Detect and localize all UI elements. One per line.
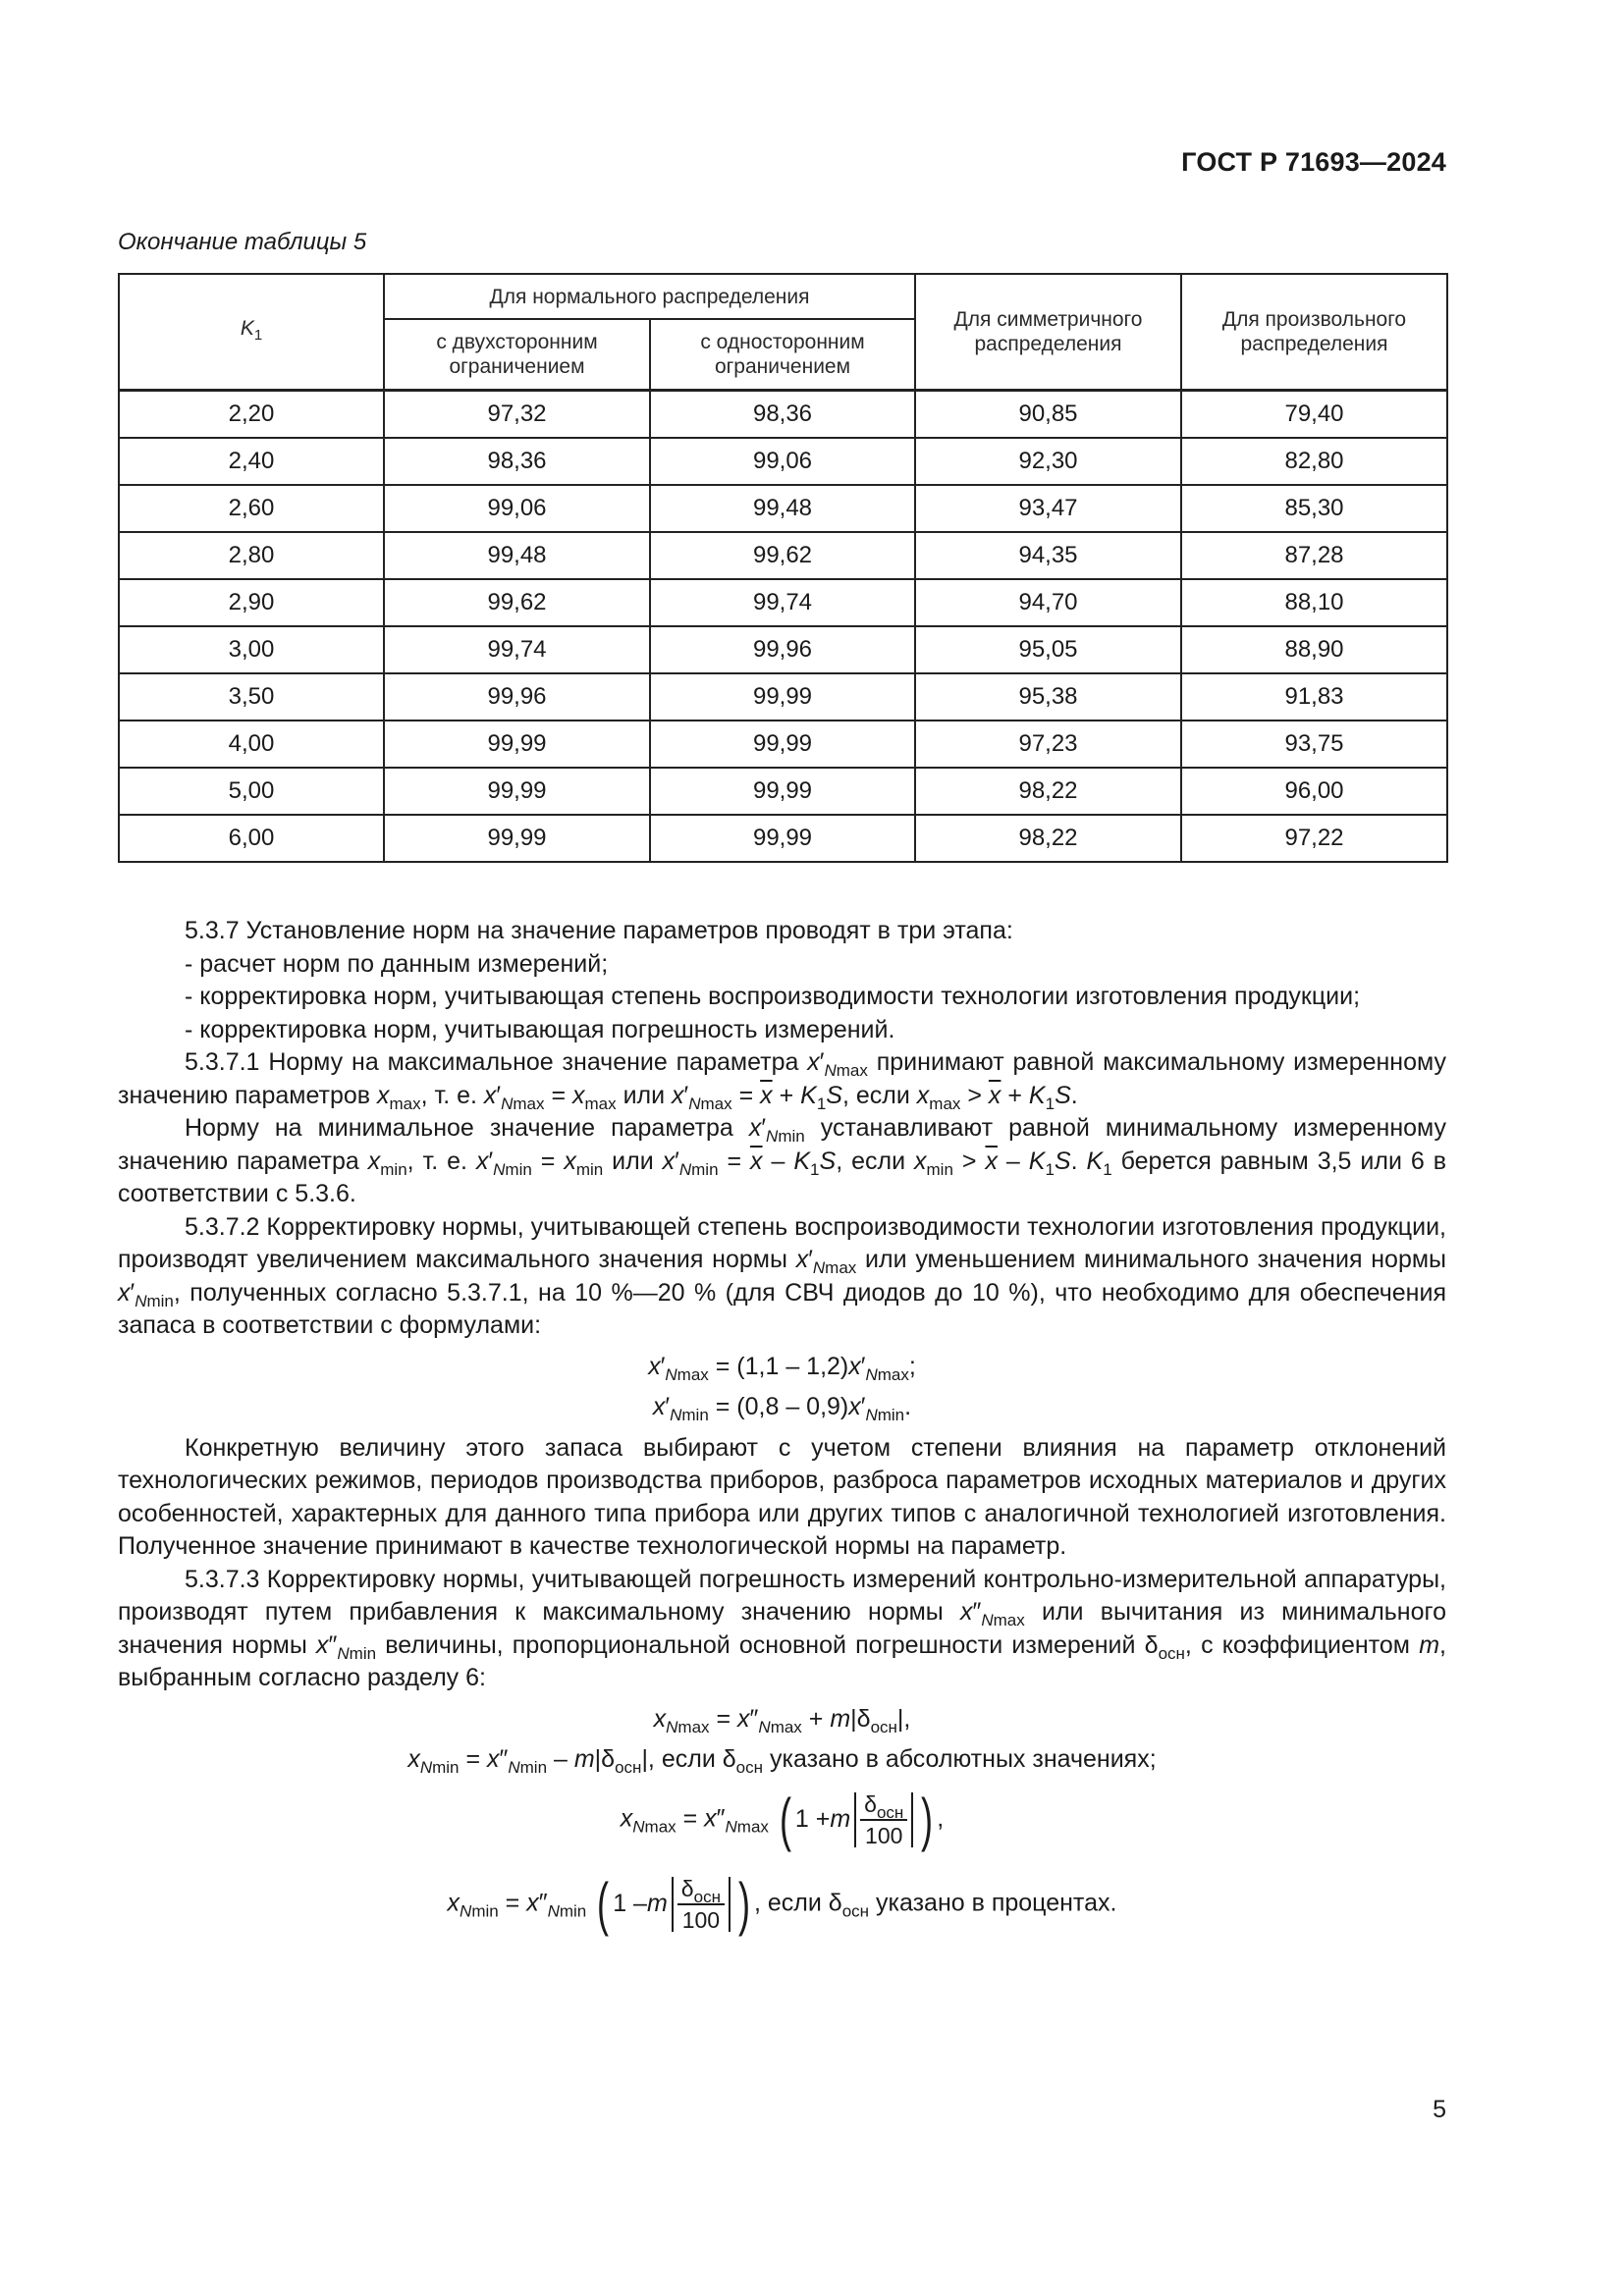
k1-cell: 2,90 [119, 579, 384, 626]
header-normal-distribution: Для нормального распределения [384, 274, 915, 319]
value-cell: 99,99 [384, 768, 650, 815]
header-k1: $K_1$ [119, 274, 384, 391]
header-arbitrary: Для произвольного распределения [1181, 274, 1447, 391]
table-body [119, 391, 1447, 863]
value-cell: 99,96 [650, 626, 915, 673]
formula-max-margin: $x'_{Nmax} = (1,1 - 1,2)x'_{Nmax}$; [648, 1352, 916, 1384]
k1-cell: 4,00 [119, 721, 384, 768]
value-cell: 88,90 [1181, 626, 1447, 673]
table-caption: Окончание таблицы 5 [118, 229, 367, 255]
table-row [119, 768, 1447, 815]
value-cell: 99,99 [384, 721, 650, 768]
value-cell: 97,22 [1181, 815, 1447, 862]
para-5-3-7: 5.3.7 Установление норм на значение параметров проводят в три этапа: [185, 917, 1013, 944]
value-cell: 99,96 [384, 673, 650, 721]
formula-min-margin: $x'_{Nmin} = (0,8 - 0,9)x'_{Nmin}$. [652, 1393, 912, 1424]
table-row [119, 391, 1447, 439]
value-cell: 99,99 [650, 673, 915, 721]
value-cell: 99,74 [650, 579, 915, 626]
value-cell: 93,47 [915, 485, 1181, 532]
value-cell: 82,80 [1181, 438, 1447, 485]
list-item: - корректировка норм, учитывающая степень воспроизводимости технологии изготовления продукции; [185, 983, 1361, 1010]
formula-abs-min: $x_{Nmin} = x''_{Nmin} - m|\delta_{осн}|$, если $\delta_{осн}$ указано в абсолютных значениях; [407, 1745, 1157, 1777]
value-cell: 90,85 [915, 391, 1181, 439]
value-cell: 98,22 [915, 768, 1181, 815]
value-cell: 96,00 [1181, 768, 1447, 815]
value-cell: 91,83 [1181, 673, 1447, 721]
value-cell: 99,06 [650, 438, 915, 485]
header-symmetric: Для симметричного распределения [915, 274, 1181, 391]
standard-header: ГОСТ Р 71693—2024 [1181, 147, 1446, 177]
table-row [119, 673, 1447, 721]
value-cell: 99,99 [650, 768, 915, 815]
value-cell: 98,22 [915, 815, 1181, 862]
list-item: - расчет норм по данным измерений; [185, 949, 609, 978]
section-5-3-7 [118, 915, 1446, 1942]
value-cell: 88,10 [1181, 579, 1447, 626]
value-cell: 94,70 [915, 579, 1181, 626]
page-number: 5 [1433, 2096, 1446, 2123]
value-cell: 99,62 [650, 532, 915, 579]
value-cell: 85,30 [1181, 485, 1447, 532]
para-min-norm: Норму на минимальное значение параметра $x'_{Nmin}$ устанавливают равной минимальному измеренному значению параметра $x_{min}$, т. е. $x'_{Nmin} = x_{min}$ или $x'_{Nmin} = \overline{x} - K_1S$, если $x_{min} > \overline{x} - K_1S$. $K_1$ берется равным 3,5 или 6 в соответствии с 5.3.6. [118, 1114, 1447, 1207]
k1-cell: 2,40 [119, 438, 384, 485]
k1-cell: 2,80 [119, 532, 384, 579]
value-cell: 94,35 [915, 532, 1181, 579]
k1-cell: 2,20 [119, 391, 384, 439]
k1-cell: 5,00 [119, 768, 384, 815]
k1-cell: 3,50 [119, 673, 384, 721]
value-cell: 99,99 [650, 815, 915, 862]
table-row [119, 532, 1447, 579]
value-cell: 98,36 [650, 391, 915, 439]
formula-pct-max: $x_{Nmax} = x''_{Nmax}$ ( 1 + m $\frac{\delta_{осн}}{100}$ ) , [620, 1786, 945, 1852]
value-cell: 95,05 [915, 626, 1181, 673]
para-5-3-7-2: 5.3.7.2 Корректировку нормы, учитывающей степень воспроизводимости технологии изготовления продукции, производят увеличением максимального значения нормы $x'_{Nmax}$ или уменьшением минимального значения нормы $x'_{Nmin}$, полученных согласно 5.3.7.1, на 10 %—20 % (для СВЧ диодов до 10 %), что необходимо для обеспечения запаса в соответствии с формулами: [118, 1212, 1447, 1339]
header-one-sided: с односторонним ограничением [650, 319, 915, 391]
value-cell: 93,75 [1181, 721, 1447, 768]
values-table [118, 273, 1448, 863]
value-cell: 99,06 [384, 485, 650, 532]
para-reserve: Конкретную величину этого запаса выбирают с учетом степени влияния на параметр отклонений технологических режимов, периодов производства приборов, разброса параметров исходных материалов и других особенностей, характерных для данного типа прибора или других типов с аналогичной технологией изготовления. Полученное значение принимают в качестве технологической нормы на параметр. [118, 1433, 1446, 1560]
value-cell: 97,23 [915, 721, 1181, 768]
value-cell: 95,38 [915, 673, 1181, 721]
value-cell: 79,40 [1181, 391, 1447, 439]
value-cell: 97,32 [384, 391, 650, 439]
formula-abs-max: $x_{Nmax} = x''_{Nmax} + m|\delta_{осн}|$, [653, 1704, 911, 1736]
k1-cell: 3,00 [119, 626, 384, 673]
value-cell: 98,36 [384, 438, 650, 485]
table-row [119, 579, 1447, 626]
table-row [119, 721, 1447, 768]
formula-pct-min: $x_{Nmin} = x''_{Nmin}$ ( 1 – m $\frac{\delta_{осн}}{100}$ ) , если $\delta_{осн}$ указано в процентах. [447, 1870, 1117, 1937]
table-row [119, 815, 1447, 862]
value-cell: 99,99 [650, 721, 915, 768]
header-two-sided: с двухсторонним ограничением [384, 319, 650, 391]
table-row [119, 626, 1447, 673]
value-cell: 99,48 [384, 532, 650, 579]
value-cell: 99,99 [384, 815, 650, 862]
value-cell: 99,48 [650, 485, 915, 532]
value-cell: 99,74 [384, 626, 650, 673]
para-5-3-7-3: 5.3.7.3 Корректировку нормы, учитывающей погрешность измерений контрольно-измерительной аппаратуры, производят путем прибавления к максимальному значению нормы $x''_{Nmax}$ или вычитания из минимального значения нормы $x''_{Nmin}$ величины, пропорциональной основной погрешности измерений $\delta_{осн}$, с коэффициентом m, выбранным согласно разделу 6: [118, 1565, 1446, 1691]
value-cell: 92,30 [915, 438, 1181, 485]
list-item: - корректировка норм, учитывающая погрешность измерений. [185, 1015, 895, 1043]
table-row [119, 485, 1447, 532]
k1-cell: 6,00 [119, 815, 384, 862]
value-cell: 87,28 [1181, 532, 1447, 579]
para-5-3-7-1: 5.3.7.1 Норму на максимальное значение параметра $x'_{Nmax}$ принимают равной максимальному измеренному значению параметров $x_{max}$, т. е. $x'_{Nmax} = x_{max}$ или $x'_{Nmax} = \overline{x} + K_1S$, если $x_{max} > \overline{x} + K_1S$. [118, 1048, 1446, 1113]
table-row [119, 438, 1447, 485]
k1-cell: 2,60 [119, 485, 384, 532]
value-cell: 99,62 [384, 579, 650, 626]
